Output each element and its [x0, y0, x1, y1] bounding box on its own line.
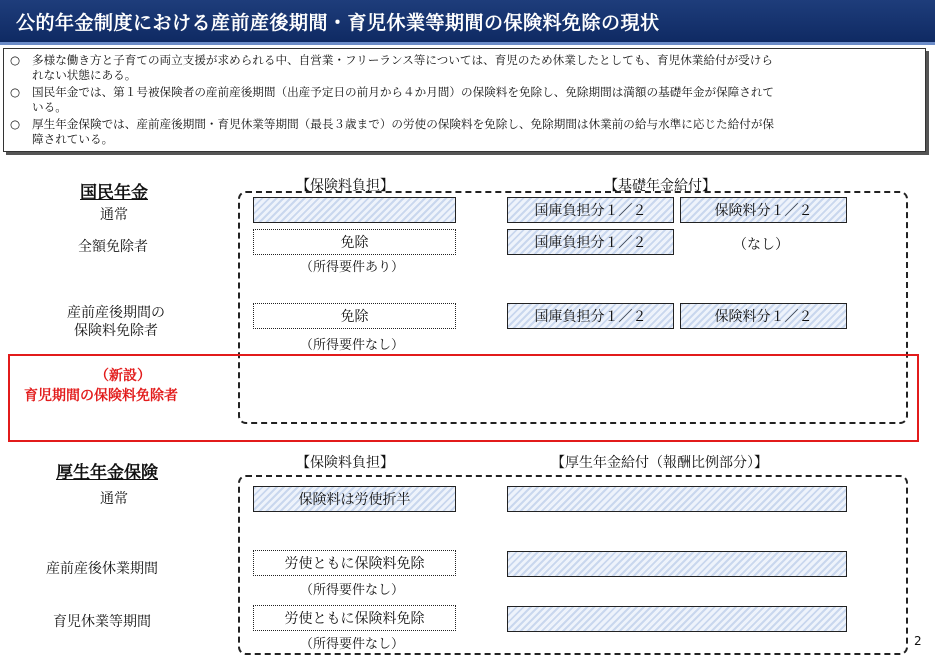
summary-bullet-3 — [10, 117, 774, 132]
kokumin-maternity-exempt-box: 免除 — [253, 303, 456, 329]
kosei-heading: 厚生年金保険 — [56, 463, 158, 483]
summary-cont-1: れない状態にある。 — [32, 68, 137, 82]
kokumin-row-maternity-1: 産前産後期間の — [67, 305, 165, 321]
kokumin-row-maternity-2: 保険料免除者 — [74, 323, 158, 339]
kosei-normal-split-bar: 保険料は労使折半 — [253, 486, 456, 512]
kokumin-col-premium: 【保険料負担】 — [296, 178, 394, 194]
summary-text: 厚生年金保険では、産前産後期間・育児休業等期間（最長３歳まで）の労使の保険料を免除し、免除期間は休業前の給与水準に応じた給付が保 — [32, 117, 775, 131]
new-category-label-2: 育児期間の保険料免除者 — [24, 388, 178, 404]
kosei-childcare-benefit-bar — [507, 606, 847, 632]
new-category-label-1: （新設） — [95, 368, 151, 384]
summary-box — [3, 48, 926, 152]
summary-cont-2: いる。 — [32, 100, 67, 114]
kokumin-full-exempt-box: 免除 — [253, 229, 456, 255]
bullet-mark: ○ — [10, 53, 21, 67]
kokumin-income-req-no: （所得要件なし） — [300, 338, 405, 353]
summary-text: 国民年金では、第１号被保険者の産前産後期間（出産予定日の前月から４か月間）の保険料を免除し、免除期間は満額の基礎年金が保障されて — [32, 85, 775, 99]
kosei-col-premium: 【保険料負担】 — [296, 455, 394, 471]
kokumin-none: （なし） — [733, 237, 789, 253]
summary-text: 多様な働き方と子育ての両立支援が求められる中、自営業・フリーランス等については、育児のため休業したとしても、育児休業給付が受けら — [32, 53, 773, 67]
kosei-col-benefit: 【厚生年金給付（報酬比例部分）】 — [551, 455, 768, 471]
kokumin-full-exempt-treasury-bar: 国庫負担分１／２ — [507, 229, 674, 255]
kosei-row-childcare: 育児休業等期間 — [53, 614, 151, 630]
kosei-income-req-no-1: （所得要件なし） — [300, 583, 405, 598]
kosei-normal-benefit-bar — [507, 486, 847, 512]
bullet-mark: ○ — [10, 117, 21, 131]
kokumin-row-full-exempt: 全額免除者 — [78, 239, 148, 255]
kokumin-normal-premium-bar — [253, 197, 456, 223]
summary-cont-3: 障されている。 — [32, 132, 114, 146]
kosei-row-normal: 通常 — [100, 491, 128, 507]
kosei-childcare-exempt-box: 労使ともに保険料免除 — [253, 605, 456, 631]
kokumin-heading: 国民年金 — [80, 183, 148, 203]
kokumin-normal-premium-half-bar: 保険料分１／２ — [680, 197, 847, 223]
page-number: 2 — [914, 634, 922, 648]
kokumin-col-benefit: 【基礎年金給付】 — [604, 178, 716, 194]
kosei-row-maternity: 産前産後休業期間 — [46, 561, 158, 577]
kosei-income-req-no-2: （所得要件なし） — [300, 637, 405, 652]
kokumin-normal-treasury-bar: 国庫負担分１／２ — [507, 197, 674, 223]
page-title: 公的年金制度における産前産後期間・育児休業等期間の保険料免除の現状 — [16, 12, 660, 34]
kokumin-row-normal: 通常 — [100, 207, 128, 223]
kokumin-maternity-premium-half-bar: 保険料分１／２ — [680, 303, 847, 329]
summary-bullet-1 — [10, 53, 773, 68]
summary-bullet-2 — [10, 85, 774, 100]
kosei-maternity-exempt-box: 労使ともに保険料免除 — [253, 550, 456, 576]
kokumin-income-req-yes: （所得要件あり） — [300, 260, 405, 275]
kosei-maternity-benefit-bar — [507, 551, 847, 577]
kokumin-maternity-treasury-bar: 国庫負担分１／２ — [507, 303, 674, 329]
bullet-mark: ○ — [10, 85, 21, 99]
